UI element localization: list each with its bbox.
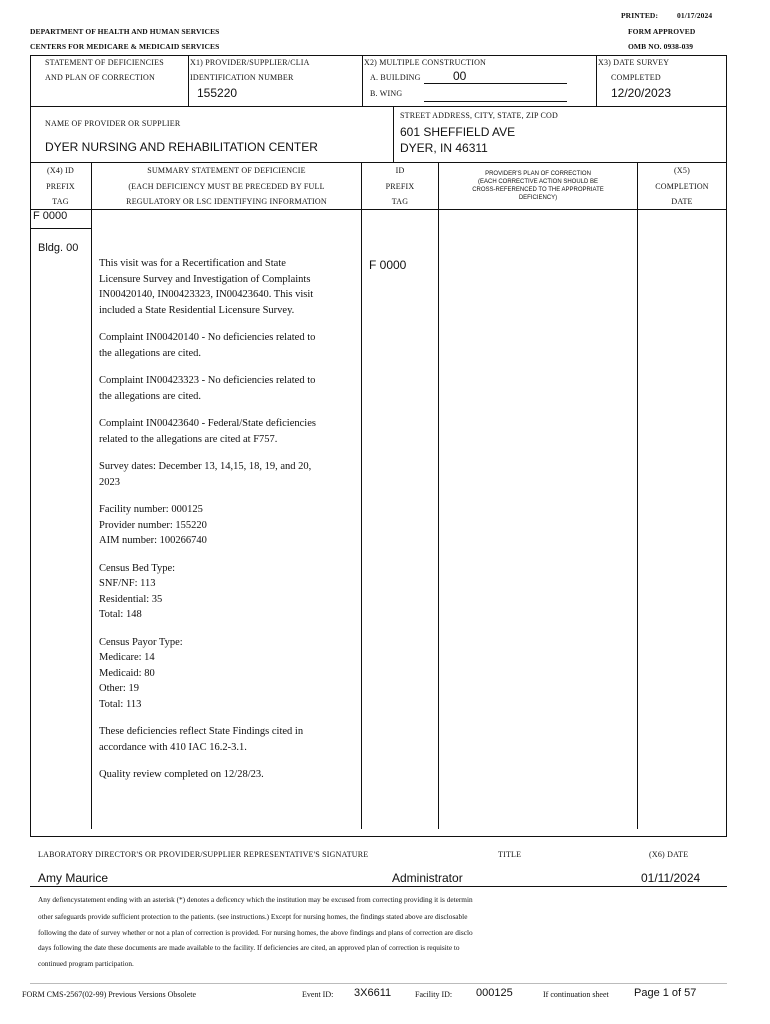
summary-paragraph: Facility number: 000125 Provider number: 155220 AIM number: 100266740 (99, 504, 207, 546)
footer-rule (30, 983, 727, 984)
top-border (30, 55, 727, 56)
summary-header-2: (EACH DEFICIENCY MUST BE PRECEDED BY FULL (128, 182, 325, 191)
body-bottom (30, 836, 727, 837)
x1-label-2: IDENTIFICATION NUMBER (190, 73, 294, 82)
x5-header-3: DATE (671, 197, 693, 206)
right-border-body (726, 209, 727, 837)
facility-id-label: Facility ID: (415, 990, 453, 999)
x4-header-2: PREFIX (46, 182, 75, 191)
omb-number: OMB NO. 0938-039 (628, 42, 694, 51)
summary-paragraph: Quality review completed on 12/28/23. (99, 769, 264, 780)
x5-header-2: COMPLETION (655, 182, 709, 191)
disclaimer-line-2: other safeguards provide sufficient protection to the patients. (see instructions.) Except for nursing homes, the findings stated above are disclosable (38, 912, 468, 921)
body-divider-id (438, 209, 439, 829)
signature-underline (30, 886, 727, 887)
id-header-2: PREFIX (385, 182, 415, 191)
signature-date: 01/11/2024 (641, 871, 701, 885)
body-divider-plan (637, 209, 638, 829)
body-divider-prefix (91, 209, 92, 829)
provider-bottom (30, 162, 727, 163)
continuation-label: If continuation sheet (543, 990, 609, 999)
x3-label-1: X3) DATE SURVEY (598, 58, 670, 67)
x4-header-3: TAG (52, 197, 69, 206)
printed-date: 01/17/2024 (677, 11, 713, 20)
summary-paragraph: Complaint IN00420140 - No deficiencies related to the allegations are cited. (99, 332, 316, 359)
summary-paragraph: Survey dates: December 13, 14,15, 18, 19, and 20, 2023 (99, 461, 312, 488)
provider-name-label: NAME OF PROVIDER OR SUPPLIER (45, 119, 181, 128)
summary-statement (99, 256, 357, 795)
id-header-3: TAG (391, 197, 409, 206)
x2-label: X2) MULTIPLE CONSTRUCTION (364, 58, 487, 67)
disclaimer-line-1: Any defiencystatement ending with an asterisk (*) denotes a deficency which the institution may be excused from correcting providing it is determin (38, 895, 473, 904)
left-border-top (30, 55, 31, 107)
facility-id-value: 000125 (476, 987, 513, 999)
disclaimer-line-4: days following the date these documents are made available to the facility. If deficiencies are cited, an approved plan of correction is requisite to (38, 943, 460, 952)
divider-x2 (362, 55, 363, 107)
left-border-body (30, 209, 31, 837)
statement-label-1: STATEMENT OF DEFICIENCIES (45, 58, 164, 67)
centers-title: CENTERS FOR MEDICARE & MEDICAID SERVICES (30, 42, 220, 51)
page-number: Page 1 of 57 (634, 987, 697, 999)
x3-label-2: COMPLETED (611, 73, 661, 82)
body-divider-summary (361, 209, 362, 829)
address-line-2: DYER, IN 46311 (400, 141, 488, 155)
summary-paragraph: Complaint IN00423640 - Federal/State deficiencies related to the allegations are cited at F757. (99, 418, 316, 445)
title-label: TITLE (498, 850, 522, 859)
address-line-1: 601 SHEFFIELD AVE (400, 125, 516, 139)
signature-label: LABORATORY DIRECTOR'S OR PROVIDER/SUPPLIER REPRESENTATIVE'S SIGNATURE (38, 850, 369, 859)
signer-title: Administrator (392, 871, 463, 885)
building-tag: Bldg. 00 (38, 242, 79, 254)
id-header-1: ID (395, 166, 405, 175)
plan-header-1: PROVIDER'S PLAN OF CORRECTION (485, 171, 591, 177)
deficiency-tag-right: F 0000 (369, 258, 407, 272)
signer-name: Amy Maurice (38, 871, 109, 885)
address-label: STREET ADDRESS, CITY, STATE, ZIP COD (400, 111, 558, 120)
form-number: FORM CMS-2567(02-99) Previous Versions Obsolete (22, 990, 197, 999)
summary-paragraph: This visit was for a Recertification and State Licensure Survey and Investigation of Complaints IN00420140, IN00423323, IN00423640. This visit included a State Residential Licensure Survey. (99, 258, 314, 316)
tag-row-underline (30, 228, 91, 229)
summary-paragraph: Census Bed Type: SNF/NF: 113 Residential: 35 Total: 148 (99, 562, 176, 620)
summary-header-1: SUMMARY STATEMENT OF DEFICIENCIE (147, 166, 306, 175)
x4-header-1: (X4) ID (47, 166, 74, 175)
right-border-provider (726, 106, 727, 163)
x1-label-1: X1) PROVIDER/SUPPLIER/CLIA (190, 58, 310, 67)
printed-label: PRINTED: (621, 11, 659, 20)
signature-date-label: (X6) DATE (649, 850, 689, 859)
wing-label: B. WING (370, 89, 403, 98)
survey-completed-date: 12/20/2023 (611, 86, 672, 100)
colhead-bottom (30, 209, 727, 210)
building-underline (424, 83, 567, 84)
building-label: A. BUILDING (370, 73, 421, 82)
left-border-provider (30, 106, 31, 163)
provider-id-value: 155220 (197, 86, 238, 100)
summary-paragraph: Complaint IN00423323 - No deficiencies related to the allegations are cited. (99, 375, 316, 402)
deficiency-tag-left: F 0000 (33, 210, 68, 222)
plan-header-2: (EACH CORRECTIVE ACTION SHOULD BE (477, 179, 599, 185)
divider-x3 (596, 55, 597, 107)
divider-id (438, 162, 439, 210)
divider-provider (393, 106, 394, 163)
summary-paragraph: These deficiencies reflect State Findings cited in accordance with 410 IAC 16.2-3.1. (99, 726, 304, 753)
event-id-value: 3X6611 (354, 987, 392, 999)
provider-name: DYER NURSING AND REHABILITATION CENTER (45, 140, 318, 154)
disclaimer-line-3: following the date of survey whether or not a plan of correction is provided. For nursing homes, the above findings and plans of correction are disclo (38, 928, 473, 937)
summary-header-3: REGULATORY OR LSC IDENTIFYING INFORMATION (126, 197, 327, 206)
wing-underline (424, 101, 567, 102)
divider-x1 (188, 55, 189, 107)
building-value: 00 (453, 69, 467, 83)
plan-header-3: CROSS-REFERENCED TO THE APPROPRIATE (472, 187, 604, 193)
form-approved: FORM APPROVED (628, 27, 696, 36)
top-block-bottom (30, 106, 727, 107)
disclaimer-line-5: continued program participation. (38, 959, 134, 968)
department-title: DEPARTMENT OF HEALTH AND HUMAN SERVICES (30, 27, 220, 36)
plan-header-4: DEFICIENCY) (518, 195, 558, 201)
summary-paragraph: Census Payor Type: Medicare: 14 Medicaid: 80 Other: 19 Total: 113 (99, 636, 183, 710)
right-border-top (726, 55, 727, 107)
event-id-label: Event ID: (302, 990, 334, 999)
statement-label-2: AND PLAN OF CORRECTION (45, 73, 155, 82)
right-border-colhead (726, 162, 727, 210)
x5-header-1: (X5) (674, 166, 690, 175)
